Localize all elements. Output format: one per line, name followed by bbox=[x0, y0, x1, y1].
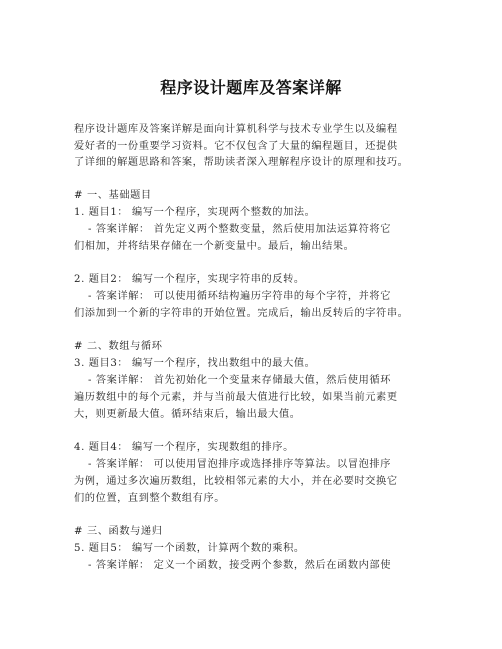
question-1: 1. 题目1： 编写一个程序，实现两个整数的加法。 bbox=[74, 207, 316, 218]
answer-4-line-2: 为例，通过多次遍历数组，比较相邻元素的大小，并在必要时交换它 bbox=[74, 476, 398, 487]
section-heading: # 三、函数与递归 bbox=[74, 526, 163, 537]
question-5: 5. 题目5： 编写一个函数，计算两个数的乘积。 bbox=[74, 543, 305, 554]
document-title: 程序设计题库及答案详解 bbox=[160, 78, 342, 97]
question-3: 3. 题目3： 编写一个程序，找出数组中的最大值。 bbox=[74, 358, 316, 369]
answer-1-line-1: - 答案详解： 首先定义两个整数变量，然后使用加法运算符将它 bbox=[88, 224, 391, 235]
intro-line-1: 程序设计题库及答案详解是面向计算机科学与技术专业学生以及编程 bbox=[74, 124, 398, 135]
answer-3-line-3: 大，则更新最大值。循环结束后，输出最大值。 bbox=[74, 409, 301, 420]
answer-2-line-2: 们添加到一个新的字符串的开始位置。完成后，输出反转后的字符串。 bbox=[74, 308, 409, 319]
answer-4-line-3: 们的位置，直到整个数组有序。 bbox=[74, 493, 226, 504]
intro-line-2: 爱好者的一份重要学习资料。它不仅包含了大量的编程题目，还提供 bbox=[74, 141, 398, 152]
answer-2-line-1: - 答案详解： 可以使用循环结构遍历字符串的每个字符，并将它 bbox=[88, 291, 391, 302]
answer-1-line-2: 们相加，并将结果存储在一个新变量中。最后，输出结果。 bbox=[74, 241, 355, 252]
answer-4-line-1: - 答案详解： 可以使用冒泡排序或选择排序等算法。以冒泡排序 bbox=[88, 459, 391, 470]
intro-line-3: 了详细的解题思路和答案，帮助读者深入理解程序设计的原理和技巧。 bbox=[74, 157, 409, 168]
question-4: 4. 题目4： 编写一个程序，实现数组的排序。 bbox=[74, 442, 294, 453]
answer-5-line-1: - 答案详解： 定义一个函数，接受两个参数，然后在函数内部使 bbox=[88, 560, 391, 571]
answer-3-line-1: - 答案详解： 首先初始化一个变量来存储最大值，然后使用循环 bbox=[88, 375, 391, 386]
question-2: 2. 题目2： 编写一个程序，实现字符串的反转。 bbox=[74, 274, 305, 285]
section-heading: # 二、数组与循环 bbox=[74, 341, 163, 352]
answer-3-line-2: 遍历数组中的每个元素，并与当前最大值进行比较，如果当前元素更 bbox=[74, 392, 398, 403]
section-heading: # 一、基础题目 bbox=[74, 190, 152, 201]
